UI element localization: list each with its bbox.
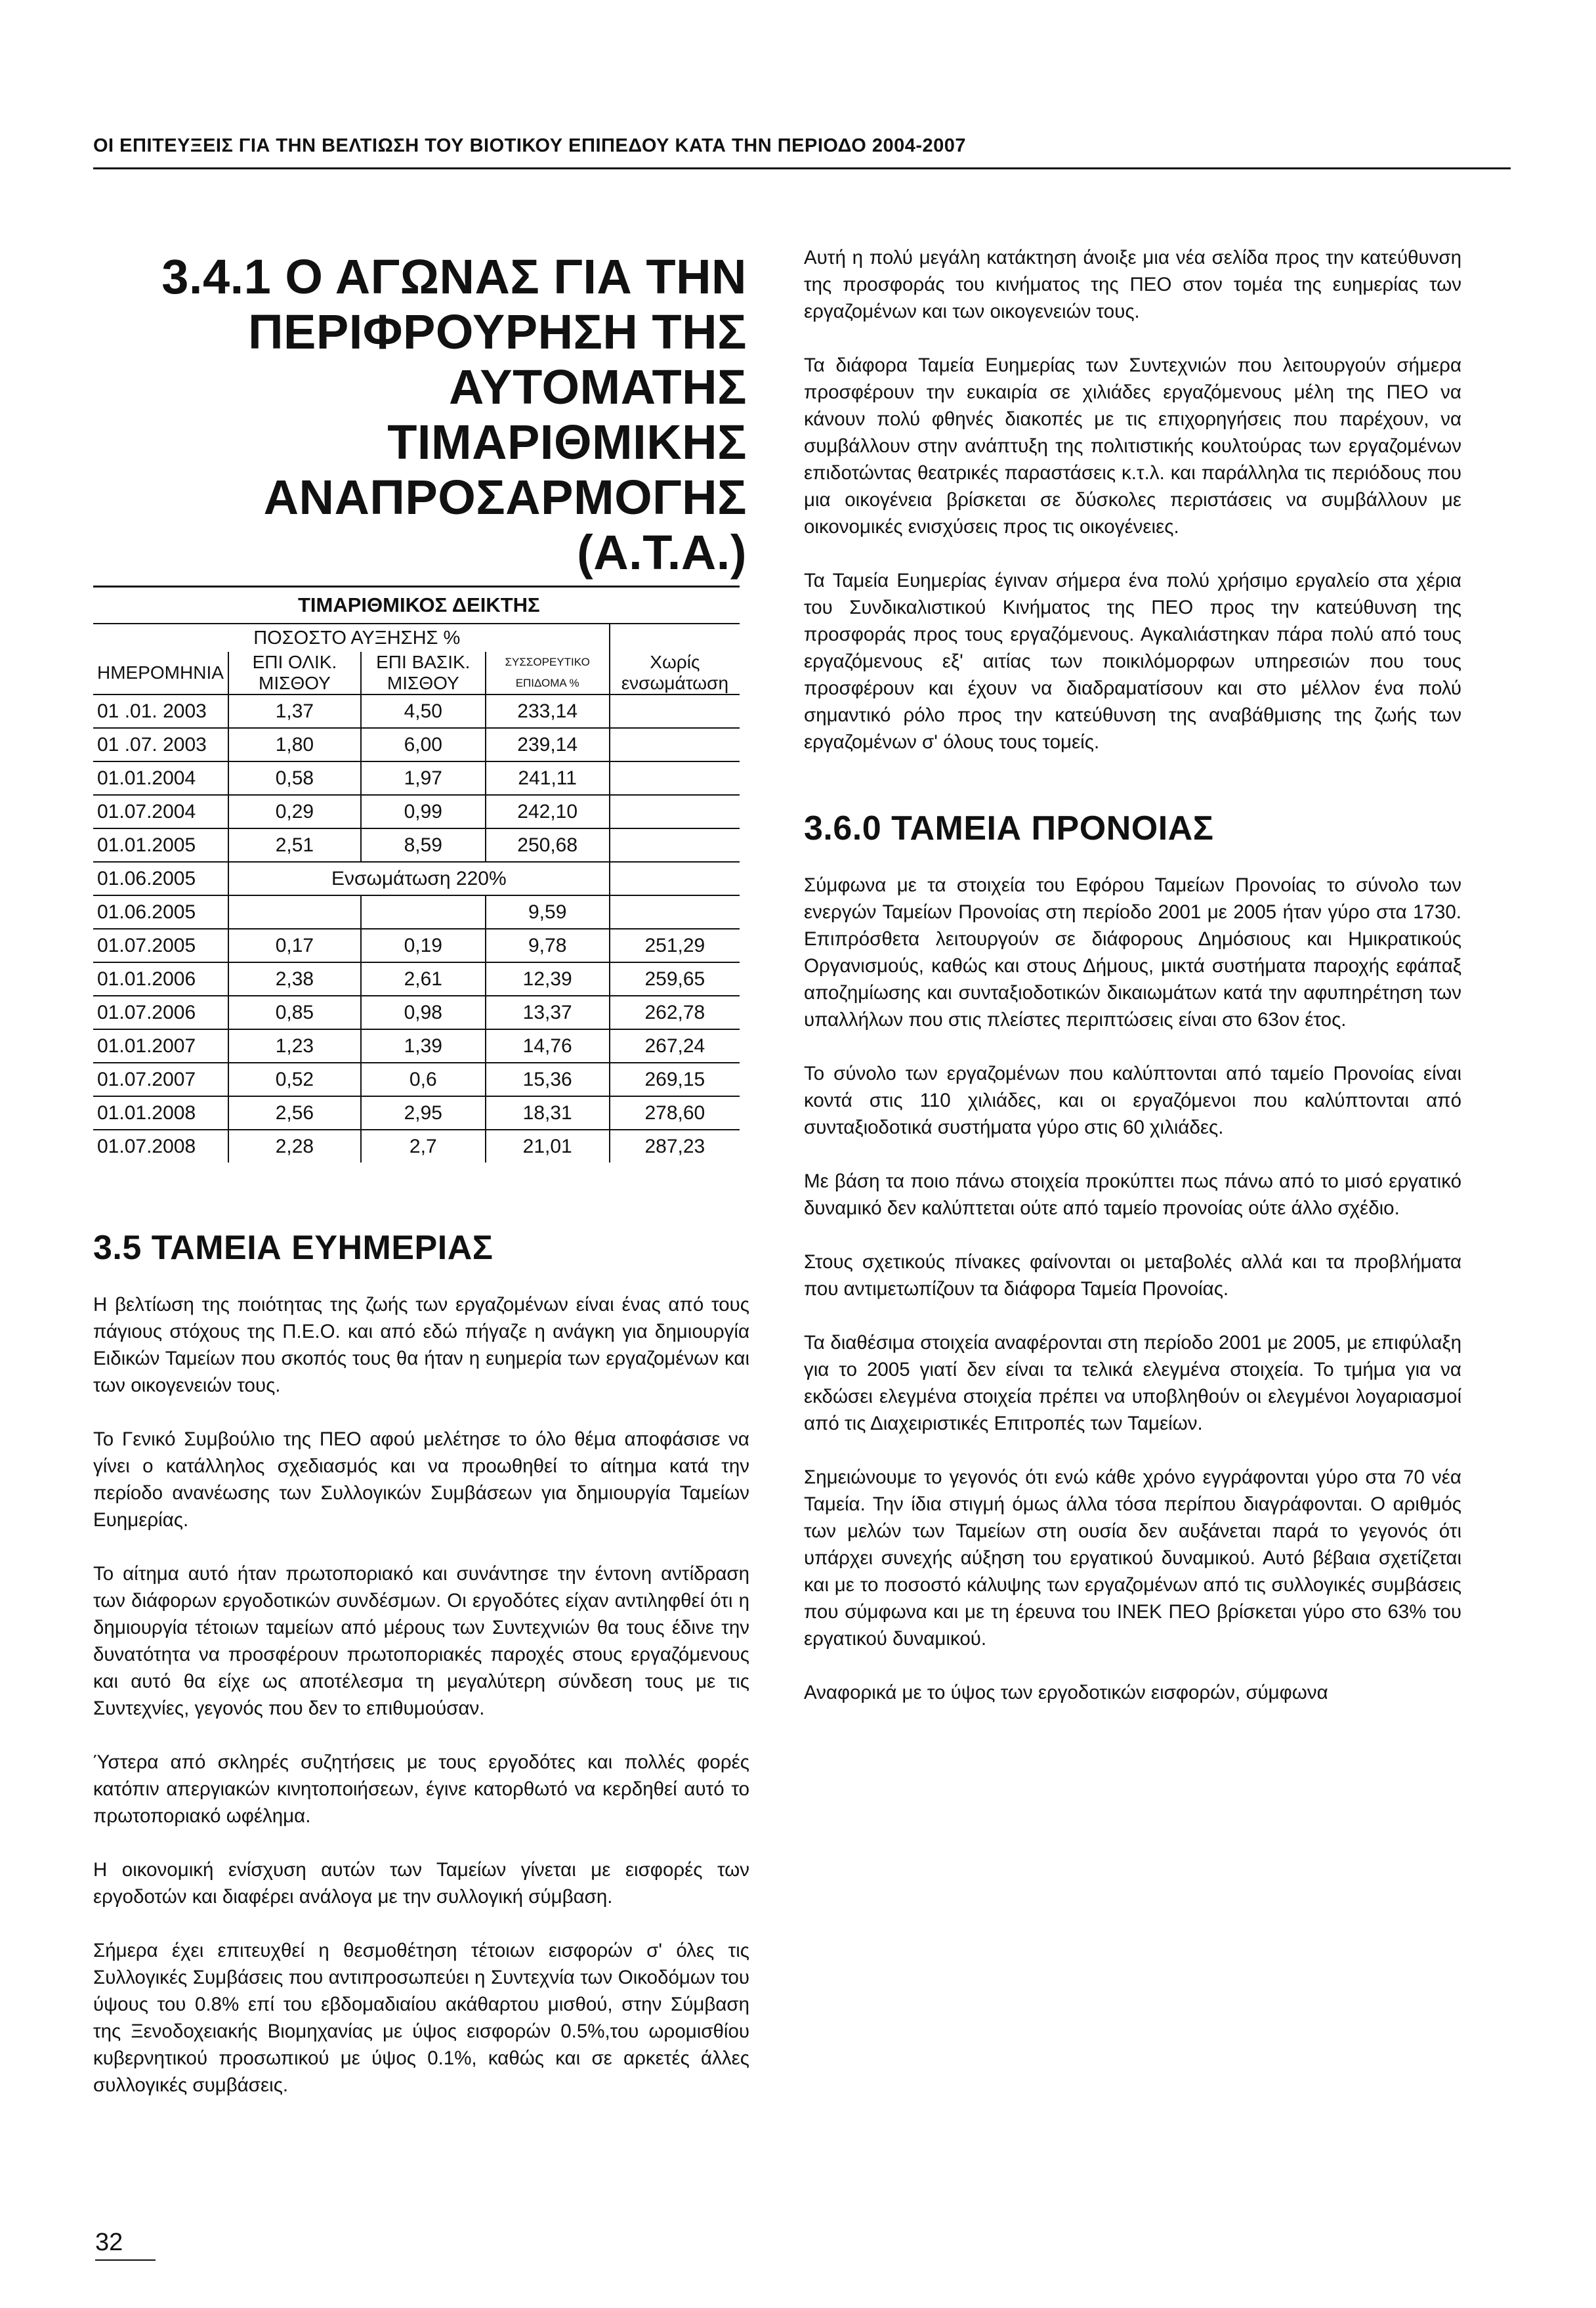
cell-date: 01.07.2006 — [93, 996, 228, 1029]
cell-basic-salary: 0,98 — [361, 996, 486, 1029]
cell-date: 01 .07. 2003 — [93, 728, 228, 761]
section-341-title-line3: ΤΙΜΑΡΙΘΜΙΚΗΣ ΑΝΑΠΡΟΣΑΡΜΟΓΗΣ — [263, 415, 747, 524]
header-no-incorporation: Χωρίς ενσωμάτωση — [610, 652, 740, 695]
cell-no-incorporation: 259,65 — [610, 962, 740, 996]
cell-no-incorporation — [610, 695, 740, 728]
section-341-title-line4: (Α.Τ.Α.) — [577, 525, 747, 580]
table-subcaption: ΠΟΣΟΣΤΟ ΑΥΞΗΣΗΣ % — [228, 624, 486, 652]
table-row — [93, 761, 740, 795]
cell-cumulative: 21,01 — [486, 1130, 610, 1163]
header-date: ΗΜΕΡΟΜΗΝΙΑ — [97, 662, 224, 683]
section-341-title-line1: 3.4.1 Ο ΑΓΩΝΑΣ ΓΙΑ ΤΗΝ — [161, 249, 747, 304]
price-index-table — [93, 586, 740, 1163]
cell-basic-salary: 2,95 — [361, 1096, 486, 1130]
table-row — [93, 695, 740, 728]
section-341-title-line2: ΠΕΡΙΦΡΟΥΡΗΣΗ ΤΗΣ ΑΥΤΟΜΑΤΗΣ — [248, 305, 747, 414]
table-caption: ΤΙΜΑΡΙΘΜΙΚΟΣ ΔΕΙΚΤΗΣ — [298, 593, 540, 616]
section-360-body — [804, 872, 1461, 1706]
cell-total-salary: 2,56 — [228, 1096, 361, 1130]
cell-merged-note: Ενσωμάτωση 220% — [228, 862, 610, 895]
right-top-body — [804, 244, 1461, 756]
price-index-rows — [93, 695, 740, 1163]
cell-basic-salary: 2,7 — [361, 1130, 486, 1163]
paragraph: Τα διάφορα Ταμεία Ευημερίας των Συντεχνιών που λειτουργούν σήμερα προσφέρουν την ευκαιρία σε χιλιάδες εργαζόμενους μέλη της ΠΕΟ να κάνουν πολύ φθηνές διακοπές με τις επιχορηγήσεις που παρέχουν, να συμβάλλουν στην ανάπτυξη της πολιτιστικής κουλτούρας των εργαζομένων επιδοτώντας θεατρικές παραστάσεις κ.τ.λ. και παράλληλα τις περιόδους που μια οικογένεια βρίσκεται σε δύσκολες περιστάσεις να συμβάλλουν με οικονομικές ενισχύσεις προς τις οικογένειες. — [804, 354, 1461, 538]
header-total-salary: ΕΠΙ ΟΛΙΚ. ΜΙΣΘΟΥ — [228, 652, 361, 695]
table-row — [93, 895, 740, 929]
cell-no-incorporation — [610, 761, 740, 795]
paragraph: Σημειώνουμε το γεγονός ότι ενώ κάθε χρόνο εγγράφονται γύρο στα 70 νέα Ταμεία. Την ίδια στιγμή όμως άλλα τόσα περίπου διαγράφονται. Ο αριθμός των μελών των Ταμείων στη ουσία δεν αυξάνεται παρά το γεγονός ότι υπάρχει συνεχής αύξηση του εργατικού δυναμικού. Αυτό βέβαια σχετίζεται και με το ποσοστό κάλυψης των εργαζομένων από τις συλλογικές συμβάσεις που σύμφωνα και με τη έρευνα του ΙΝΕΚ ΠΕΟ βρίσκεται γύρο στο 63% του εργατικού δυναμικού. — [804, 1466, 1461, 1650]
cell-date: 01.06.2005 — [93, 862, 228, 895]
cell-date: 01.01.2005 — [93, 828, 228, 862]
cell-date: 01 .01. 2003 — [93, 695, 228, 728]
section-360-title: 3.6.0 ΤΑΜΕΙΑ ΠΡΟΝΟΙΑΣ — [804, 809, 1214, 847]
section-35-body — [93, 1291, 749, 2099]
cell-basic-salary: 8,59 — [361, 828, 486, 862]
right-column — [804, 244, 1461, 1733]
table-row — [93, 728, 740, 761]
cell-no-incorporation — [610, 895, 740, 929]
paragraph: Το σύνολο των εργαζομένων που καλύπτονται από ταμείο Προνοίας είναι κοντά στις 110 χιλιάδες, και οι εργαζόμενοι που καλύπτονται από συνταξιοδοτικά συστήματα γύρο στις 60 χιλιάδες. — [804, 1063, 1461, 1138]
section-35-title: 3.5 ΤΑΜΕΙΑ ΕΥΗΜΕΡΙΑΣ — [93, 1229, 494, 1267]
cell-no-incorporation: 251,29 — [610, 929, 740, 962]
cell-date: 01.07.2008 — [93, 1130, 228, 1163]
header-cumulative: ΣΥΣΣΟΡΕΥΤΙΚΟ ΕΠΙΔΟΜΑ % — [486, 652, 610, 695]
paragraph: Σήμερα έχει επιτευχθεί η θεσμοθέτηση τέτοιων εισφορών σ' όλες τις Συλλογικές Συμβάσεις που αντιπροσωπεύει η Συντεχνία των Οικοδόμων του ύψους του 0.8% επί του εβδομαδιαίου ακάθαρτου μισθού, στην Σύμβαση της Ξενοδοχειακής Βιομηχανίας με ύψος εισφορών 0.5%,του ωρομισθίου κυβερνητικού προσωπικού με ύψος 0.1%, καθώς και σε αρκετές άλλες συλλογικές συμβάσεις. — [93, 1940, 749, 2096]
cell-cumulative: 13,37 — [486, 996, 610, 1029]
table-row — [93, 828, 740, 862]
cell-total-salary: 0,85 — [228, 996, 361, 1029]
paragraph: Ύστερα από σκληρές συζητήσεις με τους εργοδότες και πολλές φορές κατόπιν απεργιακών κινητοποιήσεων, έγινε κατορθωτό να κερδηθεί αυτό το πρωτοποριακό ωφέλημα. — [93, 1751, 749, 1827]
page-number: 32 — [95, 2229, 156, 2261]
cell-total-salary: 1,37 — [228, 695, 361, 728]
cell-no-incorporation: 278,60 — [610, 1096, 740, 1130]
section-341-title — [93, 249, 749, 580]
paragraph: Σύμφωνα με τα στοιχεία του Εφόρου Ταμείων Προνοίας το σύνολο των ενεργών Ταμείων Προνοίας στη περίοδο 2001 με 2005 ήταν γύρο στα 1730. Επιπρόσθετα λειτουργούν σε διάφορους Δημόσιους και Ημικρατικούς Οργανισμούς, καθώς και στους Δήμους, μικτά συστήματα παροχής εφάπαξ αποζημίωσης και συνταξιοδοτικών δικαιωμάτων κατά την αφυπηρέτηση των υπαλλήλων που στις πλείστες περιπτώσεις είναι στο 63ον έτος. — [804, 874, 1461, 1031]
paragraph: Αυτή η πολύ μεγάλη κατάκτηση άνοιξε μια νέα σελίδα προς την κατεύθυνση της προσφοράς του κινήματος της ΠΕΟ στον τομέα της ευημερίας των εργαζομένων και των οικογενειών τους. — [804, 247, 1461, 322]
cell-cumulative: 233,14 — [486, 695, 610, 728]
cell-basic-salary: 0,99 — [361, 795, 486, 828]
cell-total-salary: 2,28 — [228, 1130, 361, 1163]
table-row — [93, 795, 740, 828]
table-row — [93, 962, 740, 996]
left-column — [93, 249, 749, 2126]
paragraph: Το Γενικό Συμβούλιο της ΠΕΟ αφού μελέτησε το όλο θέμα αποφάσισε να γίνει ο κατάλληλος σχεδιασμός και να προωθηθεί το αίτημα κατά την περίοδο ανανέωσης των Συλλογικών Συμβάσεων για δημιουργία Ταμείων Ευημερίας. — [93, 1428, 749, 1531]
cell-total-salary: 1,23 — [228, 1029, 361, 1063]
cell-date: 01.07.2007 — [93, 1063, 228, 1096]
table-row — [93, 1130, 740, 1163]
cell-total-salary — [228, 895, 361, 929]
cell-basic-salary: 2,61 — [361, 962, 486, 996]
cell-cumulative: 15,36 — [486, 1063, 610, 1096]
cell-total-salary: 0,58 — [228, 761, 361, 795]
table-row — [93, 1063, 740, 1096]
cell-cumulative: 241,11 — [486, 761, 610, 795]
cell-cumulative: 12,39 — [486, 962, 610, 996]
cell-total-salary: 0,29 — [228, 795, 361, 828]
table-row — [93, 929, 740, 962]
cell-no-incorporation: 262,78 — [610, 996, 740, 1029]
cell-date: 01.01.2004 — [93, 761, 228, 795]
cell-date: 01.07.2005 — [93, 929, 228, 962]
cell-no-incorporation: 269,15 — [610, 1063, 740, 1096]
cell-total-salary: 2,38 — [228, 962, 361, 996]
cell-basic-salary: 1,39 — [361, 1029, 486, 1063]
table-row — [93, 996, 740, 1029]
paragraph: Το αίτημα αυτό ήταν πρωτοποριακό και συνάντησε την έντονη αντίδραση των διάφορων εργοδοτικών συνδέσμων. Οι εργοδότες είχαν αντιληφθεί ότι η δημιουργία τέτοιων ταμείων από μέρους των Συντεχνιών θα τους έδινε την δυνατότητα να προσφέρουν πρωτοποριακές παροχές στους εργαζόμενους και αυτό θα είχε ως αποτέλεσμα τη μεγαλύτερη σύνδεση τους με τις Συντεχνίες, γεγονός που δεν το επιθυμούσαν. — [93, 1563, 749, 1719]
table-row — [93, 1096, 740, 1130]
running-header: ΟΙ ΕΠΙΤΕΥΞΕΙΣ ΓΙΑ ΤΗΝ ΒΕΛΤΙΩΣΗ ΤΟΥ ΒΙΟΤΙΚΟΥ ΕΠΙΠΕΔΟΥ ΚΑΤΑ ΤΗΝ ΠΕΡΙΟΔΟ 2004-2007 — [93, 135, 1511, 169]
cell-date: 01.01.2006 — [93, 962, 228, 996]
cell-no-incorporation — [610, 828, 740, 862]
cell-date: 01.01.2007 — [93, 1029, 228, 1063]
paragraph: Τα Ταμεία Ευημερίας έγιναν σήμερα ένα πολύ χρήσιμο εργαλείο στα χέρια του Συνδικαλιστικού Κινήματος της ΠΕΟ προς την κατεύθυνση της προσφοράς προς τους εργαζόμενους. Αγκαλιάστηκαν πάρα πολύ από τους εργαζόμενους εξ' αιτίας των ποικιλόμορφων υπηρεσιών που τους προσφέρουν και έχουν να διαδραματίσουν και στο μέλλον ένα πολύ σημαντικό ρόλο προς την κατεύθυνση της αναβάθμισης της ζωής των εργαζομένων σ' όλους τους τομείς. — [804, 570, 1461, 753]
cell-basic-salary: 0,6 — [361, 1063, 486, 1096]
header-basic-salary: ΕΠΙ ΒΑΣΙΚ. ΜΙΣΘΟΥ — [361, 652, 486, 695]
paragraph: Η βελτίωση της ποιότητας της ζωής των εργαζομένων είναι ένας από τους πάγιους στόχους της Π.Ε.Ο. και από εδώ πήγαζε η ανάγκη για δημιουργία Ειδικών Ταμείων που σκοπός τους θα ήταν η ευημερία των εργαζομένων και των οικογενειών τους. — [93, 1294, 749, 1396]
cell-no-incorporation — [610, 795, 740, 828]
paragraph: Αναφορικά με το ύψος των εργοδοτικών εισφορών, σύμφωνα — [804, 1682, 1328, 1703]
cell-basic-salary: 6,00 — [361, 728, 486, 761]
paragraph: Τα διαθέσιμα στοιχεία αναφέρονται στη περίοδο 2001 με 2005, με επιφύλαξη για το 2005 γιατί δεν είναι τα τελικά ελεγμένα στοιχεία. Το τμήμα για να εκδώσει ελεγμένα στοιχεία πρέπει να υποβληθούν οι ελεγμένοι λογαριασμοί από τις Διαχειριστικές Επιτροπές των Ταμείων. — [804, 1332, 1461, 1434]
cell-cumulative: 250,68 — [486, 828, 610, 862]
table-row — [93, 862, 740, 895]
cell-empty — [610, 862, 740, 895]
table-row — [93, 1029, 740, 1063]
cell-date: 01.01.2008 — [93, 1096, 228, 1130]
cell-basic-salary: 4,50 — [361, 695, 486, 728]
cell-total-salary: 0,17 — [228, 929, 361, 962]
cell-date: 01.06.2005 — [93, 895, 228, 929]
cell-cumulative: 14,76 — [486, 1029, 610, 1063]
cell-cumulative: 242,10 — [486, 795, 610, 828]
cell-basic-salary: 1,97 — [361, 761, 486, 795]
cell-basic-salary — [361, 895, 486, 929]
paragraph: Η οικονομική ενίσχυση αυτών των Ταμείων γίνεται με εισφορές των εργοδοτών και διαφέρει ανάλογα με την συλλογική σύμβαση. — [93, 1859, 749, 1908]
paragraph: Στους σχετικούς πίνακες φαίνονται οι μεταβολές αλλά και τα προβλήματα που αντιμετωπίζουν τα διάφορα Ταμεία Προνοίας. — [804, 1251, 1461, 1300]
cell-no-incorporation — [610, 728, 740, 761]
cell-no-incorporation: 267,24 — [610, 1029, 740, 1063]
cell-basic-salary: 0,19 — [361, 929, 486, 962]
cell-cumulative: 9,78 — [486, 929, 610, 962]
cell-date: 01.07.2004 — [93, 795, 228, 828]
paragraph: Με βάση τα ποιο πάνω στοιχεία προκύπτει πως πάνω από το μισό εργατικό δυναμικό δεν καλύπτεται ούτε από ταμείο προνοίας ούτε άλλο σχέδιο. — [804, 1170, 1461, 1219]
cell-total-salary: 1,80 — [228, 728, 361, 761]
cell-total-salary: 0,52 — [228, 1063, 361, 1096]
cell-no-incorporation: 287,23 — [610, 1130, 740, 1163]
cell-cumulative: 18,31 — [486, 1096, 610, 1130]
cell-cumulative: 239,14 — [486, 728, 610, 761]
cell-cumulative: 9,59 — [486, 895, 610, 929]
cell-total-salary: 2,51 — [228, 828, 361, 862]
